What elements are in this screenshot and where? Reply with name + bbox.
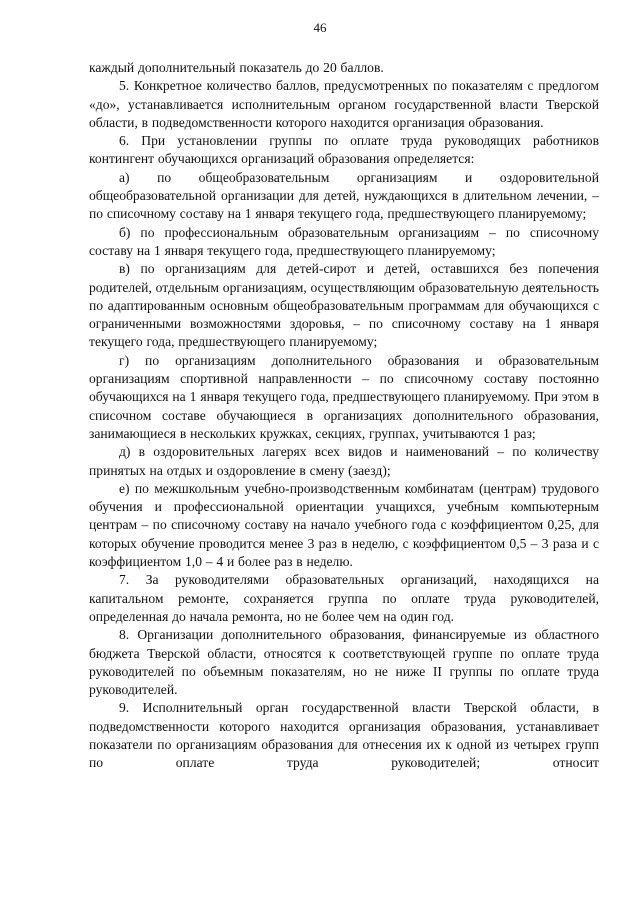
subitem-v: в) по организациям для детей-сирот и детей, оставшихся без попечения родителей, отдельным организациям, осуществляющим образовательную деятельность по адаптированным основным общеобразовательным программам для обучающихся с ограниченными возможностями здоровья, – по списочному составу на 1 января текущего года, предшествующего планируемому; [89, 261, 599, 350]
paragraph-item-8: 8. Организации дополнительного образования, финансируемые из областного бюджета Тверской области, относятся к соответствующей группе по оплате труда руководителей по объемным показателям, но не ниже II группы по оплате труда руководителей. [89, 627, 599, 698]
paragraph-continuation: каждый дополнительный показатель до 20 баллов. [89, 60, 384, 75]
subitem-a: а) по общеобразовательным организациям и оздоровительной общеобразовательной организации для детей, нуждающихся в длительном лечении, – по списочному составу на 1 января текущего года, предшествующего планируемому; [89, 169, 599, 222]
page-number: 46 [313, 20, 327, 35]
subitem-b: б) по профессиональным образовательным организациям – по списочному составу на 1 января текущего года, предшествующего планируемому; [89, 224, 599, 258]
paragraph-item-7: 7. За руководителями образовательных организаций, находящихся на капитальном ремонте, сохраняется группа по оплате труда руководителей, определенная до начала ремонта, но не более чем на один год. [89, 572, 599, 624]
paragraph-item-6: 6. При установлении группы по оплате труда руководящих работников контингент обучающихся организаций образования определяется: [89, 133, 599, 167]
subitem-g: г) по организациям дополнительного образования и образовательным организациям спортивной направленности – по списочному составу постоянно обучающихся на 1 января текущего года, предшествующего планируемому. При этом в списочном составе обучающиеся в организациях дополнительного образования, занимающиеся в нескольких кружках, секциях, группах, учитываются 1 раз; [89, 352, 599, 441]
paragraph-item-9: 9. Исполнительный орган государственной власти Тверской области, в подведомственности которого находится организация образования, устанавливает показатели по организациям образования для отнесения их к одной из четырех групп по оплате труда руководителей; относит [89, 700, 599, 771]
subitem-e: е) по межшкольным учебно-производственным комбинатам (центрам) трудового обучения и профессиональной ориентации учащихся, учебным компьютерным центрам – по списочному составу на начало учебного года с коэффициентом 0,25, для которых обучение проводится менее 3 раз в неделю, с коэффициентом 0,5 – 3 раза и с коэффициентом 1,0 – 4 и более раз в неделю. [89, 480, 599, 570]
document-body [89, 59, 599, 773]
paragraph-item-5: 5. Конкретное количество баллов, предусмотренных по показателям с предлогом «до», устанавливается исполнительным органом государственной власти Тверской области, в подведомственности которого находится организация образования. [89, 78, 599, 130]
subitem-d: д) в оздоровительных лагерях всех видов и наименований – по количеству принятых на отдых и оздоровление в смену (заезд); [89, 444, 599, 478]
